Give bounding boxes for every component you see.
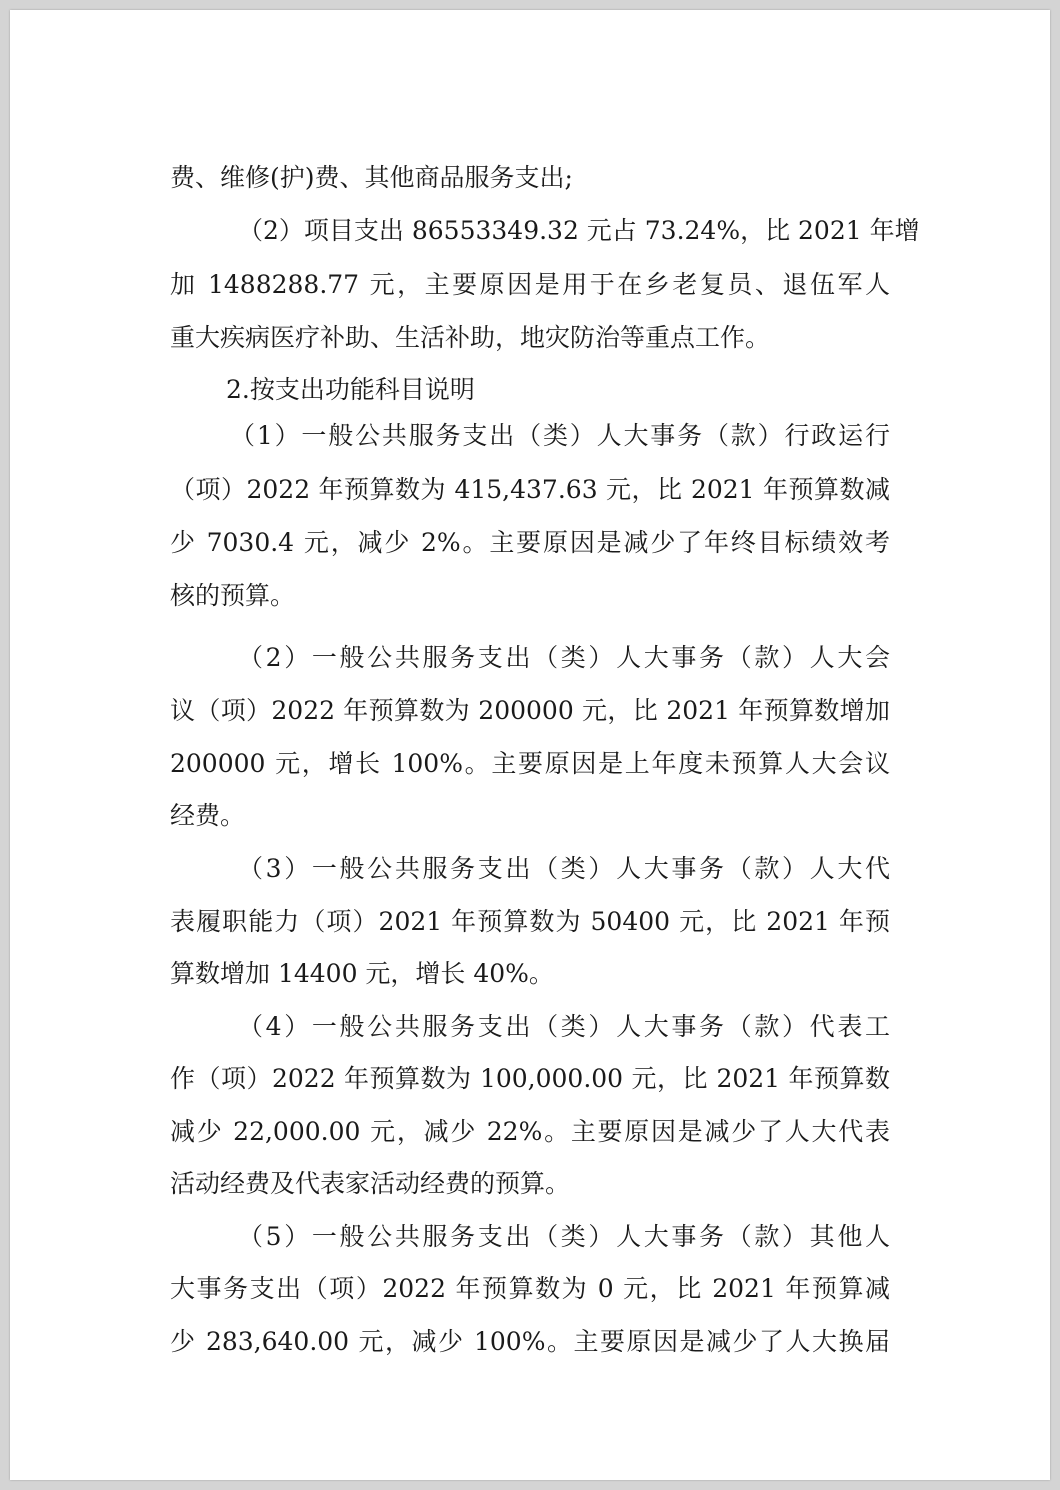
text-line: 作（项）2022 年预算数为 100,000.00 元，比 2021 年预算数 [170,1064,890,1093]
text-line: （2）项目支出 86553349.32 元占 73.24%，比 2021 年增 [238,216,920,245]
text-line: 重大疾病医疗补助、生活补助，地灾防治等重点工作。 [170,323,771,352]
document-page [10,10,1050,1480]
text-line: 费、维修(护)费、其他商品服务支出; [170,163,573,192]
text-line: （5）一般公共服务支出（类）人大事务（款）其他人 [238,1222,890,1251]
text-line: 经费。 [170,801,246,830]
text-line: （3）一般公共服务支出（类）人大事务（款）人大代 [238,854,890,883]
text-line: 表履职能力（项）2021 年预算数为 50400 元，比 2021 年预 [170,907,890,936]
text-line: 200000 元，增长 100%。主要原因是上年度未预算人大会议 [170,749,890,778]
text-line: （项）2022 年预算数为 415,437.63 元，比 2021 年预算数减 [170,475,890,504]
text-line: 少 283,640.00 元，减少 100%。主要原因是减少了人大换届 [170,1327,890,1356]
section-heading: 2.按支出功能科目说明 [226,375,475,404]
text-line: 算数增加 14400 元，增长 40%。 [170,959,554,988]
text-line: （4）一般公共服务支出（类）人大事务（款）代表工 [238,1012,890,1041]
text-line: （2）一般公共服务支出（类）人大事务（款）人大会 [238,643,890,672]
text-line: 加 1488288.77 元，主要原因是用于在乡老复员、退伍军人 [170,270,890,299]
text-line: 减少 22,000.00 元，减少 22%。主要原因是减少了人大代表 [170,1117,890,1146]
text-line: 议（项）2022 年预算数为 200000 元，比 2021 年预算数增加 [170,696,890,725]
text-line: 少 7030.4 元，减少 2%。主要原因是减少了年终目标绩效考 [170,528,890,557]
text-line: 核的预算。 [170,581,296,610]
text-line: 大事务支出（项）2022 年预算数为 0 元，比 2021 年预算减 [170,1274,890,1303]
text-line: 活动经费及代表家活动经费的预算。 [170,1169,571,1198]
text-line: （1）一般公共服务支出（类）人大事务（款）行政运行 [230,421,890,450]
